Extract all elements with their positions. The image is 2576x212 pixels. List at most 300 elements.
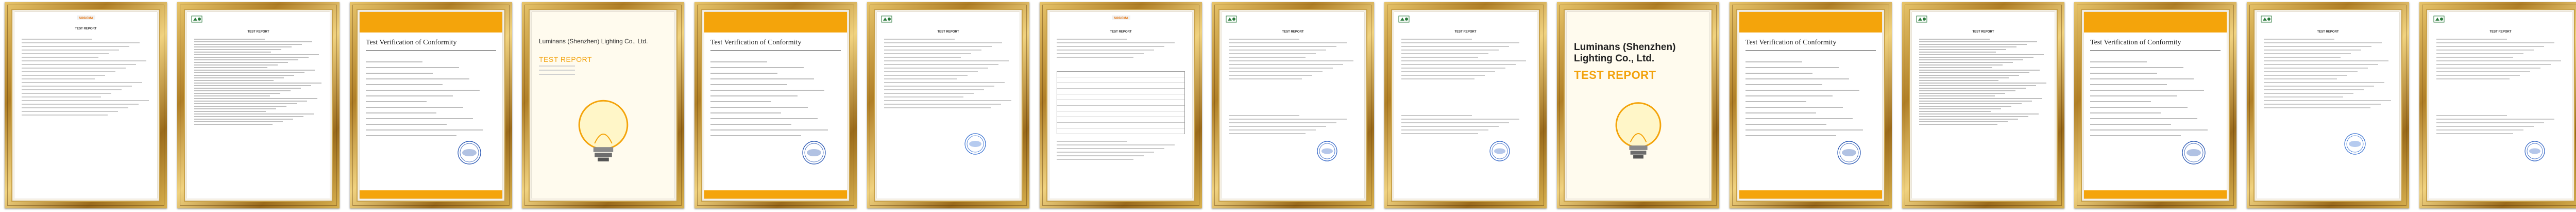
text-line <box>2436 78 2510 79</box>
certificate-frame[interactable] <box>1902 2 2064 208</box>
certificate-frame[interactable] <box>2419 2 2576 208</box>
text-line <box>1919 88 2026 89</box>
document-title: Test Verification of Conformity <box>366 39 457 46</box>
text-line <box>2264 71 2358 72</box>
text-line <box>884 53 971 54</box>
text-line <box>710 90 824 91</box>
text-line <box>2090 107 2188 108</box>
text-line <box>2264 86 2374 87</box>
data-table <box>1057 71 1185 134</box>
seal-stamp-icon <box>964 133 986 155</box>
text-line <box>884 78 957 79</box>
text-line <box>1919 64 2003 66</box>
certificate-frame[interactable] <box>5 2 167 208</box>
certificate-page <box>1049 12 1192 199</box>
text-line <box>2090 61 2147 62</box>
seal-stamp-icon <box>2182 141 2206 165</box>
text-line <box>1919 90 2015 91</box>
body-text-lines <box>2436 115 2565 137</box>
text-line <box>22 75 105 76</box>
text-line <box>1057 46 1164 47</box>
certificate-frame[interactable] <box>1212 2 1374 208</box>
text-line <box>1919 52 1996 53</box>
text-line <box>2264 60 2388 61</box>
text-line <box>1745 124 1826 125</box>
text-line <box>1919 121 2008 122</box>
accreditation-badge-icon <box>1398 15 1410 23</box>
text-line <box>194 46 292 47</box>
subtitle-rule <box>366 50 496 51</box>
frame-mat <box>701 9 850 202</box>
sgs-logo-icon <box>1112 14 1130 21</box>
seal-stamp-icon <box>1837 141 1861 165</box>
test-report-heading: TEST REPORT <box>539 55 592 63</box>
body-text-lines <box>22 39 150 118</box>
text-line <box>2264 64 2378 65</box>
text-line <box>1401 68 1505 69</box>
seal-stamp-icon <box>1489 141 1510 161</box>
text-line <box>194 70 315 71</box>
body-text-lines <box>1919 39 2047 126</box>
certificate-page <box>1739 12 1882 199</box>
certificate-frame[interactable] <box>350 2 512 208</box>
company-name: Luminans (Shenzhen) Lighting Co., Ltd. <box>539 38 648 45</box>
text-line <box>884 107 991 108</box>
text-line <box>2264 75 2347 76</box>
text-line <box>884 46 992 47</box>
text-line <box>2090 101 2151 102</box>
text-line <box>1229 133 1306 134</box>
certificate-page <box>1394 12 1537 199</box>
text-line <box>884 57 961 58</box>
text-line <box>1919 46 2016 47</box>
subtitle-rule <box>1745 50 1876 51</box>
text-line <box>710 129 828 131</box>
certificate-page <box>2257 12 2399 199</box>
text-line <box>2436 53 2523 54</box>
seal-stamp-icon <box>457 141 481 165</box>
text-line <box>884 64 998 65</box>
text-line <box>194 90 291 91</box>
text-line <box>1745 135 1836 136</box>
text-line <box>194 83 321 84</box>
text-line <box>2436 71 2530 72</box>
text-line <box>1401 75 1485 76</box>
table-row <box>1057 117 1184 123</box>
text-line <box>1745 118 1853 119</box>
text-line <box>884 39 955 40</box>
text-line <box>366 135 456 136</box>
seal-stamp-icon <box>802 141 826 165</box>
sgs-logo-icon <box>77 14 95 21</box>
text-line <box>22 100 149 101</box>
text-line <box>1401 39 1472 40</box>
subtitle-rule <box>710 50 841 51</box>
body-text-lines <box>1229 39 1357 82</box>
yellow-header-bar <box>1739 12 1882 32</box>
text-line <box>194 101 307 102</box>
document-title: TEST REPORT <box>1282 30 1304 34</box>
text-line <box>1401 50 1499 51</box>
text-line <box>1919 49 2006 50</box>
light-bulb-icon <box>1610 100 1667 171</box>
text-line <box>194 121 283 122</box>
text-line <box>884 82 1005 83</box>
text-line <box>539 74 575 75</box>
seal-stamp-icon <box>2524 141 2545 161</box>
text-line <box>710 84 787 85</box>
text-line <box>2264 53 2351 54</box>
certificate-page <box>704 12 847 199</box>
certificate-frame[interactable] <box>1040 2 1202 208</box>
text-line <box>2436 129 2523 131</box>
text-line <box>884 89 984 90</box>
text-line <box>2264 50 2361 51</box>
body-text-lines <box>1057 141 1185 162</box>
certificate-page <box>532 12 674 199</box>
text-line <box>1057 152 1154 153</box>
text-line <box>884 104 1001 105</box>
text-line <box>710 67 804 68</box>
text-line <box>1401 46 1509 47</box>
text-line <box>1401 129 1488 131</box>
text-line <box>1919 95 1995 96</box>
body-text-lines <box>710 61 837 141</box>
certificate-page <box>14 12 157 199</box>
text-line <box>2090 112 2161 113</box>
text-line <box>884 100 1011 101</box>
text-line <box>194 59 298 60</box>
text-line <box>710 112 781 113</box>
certificate-page <box>1222 12 1364 199</box>
text-line <box>194 62 288 63</box>
text-line <box>1229 42 1347 43</box>
text-line <box>2264 100 2391 101</box>
table-row <box>1057 72 1184 77</box>
text-line <box>1229 50 1326 51</box>
document-title: Test Verification of Conformity <box>2090 39 2181 46</box>
text-line <box>1229 129 1316 131</box>
text-line <box>2436 75 2520 76</box>
subtitle-rule <box>2090 50 2221 51</box>
text-line <box>1919 41 2037 42</box>
text-line <box>2090 73 2157 74</box>
text-line <box>710 124 791 125</box>
text-line <box>22 96 101 97</box>
brand-label: SGS/CMA <box>1113 17 1128 20</box>
text-line <box>1919 62 2013 63</box>
text-line <box>2264 107 2370 108</box>
text-line <box>2264 96 2343 97</box>
text-line <box>1919 83 2046 84</box>
text-line <box>194 80 274 81</box>
text-line <box>1745 90 1859 91</box>
text-line <box>194 108 276 109</box>
text-line <box>2090 118 2197 119</box>
text-line <box>2264 39 2334 40</box>
text-line <box>2436 126 2534 127</box>
text-line <box>194 54 319 55</box>
text-line <box>2436 119 2554 120</box>
text-line <box>1057 141 1127 142</box>
text-line <box>1745 78 1849 79</box>
body-text-lines <box>1401 39 1530 82</box>
body-text-lines <box>194 39 323 126</box>
text-line <box>1919 39 1990 40</box>
text-line <box>884 93 974 94</box>
text-line <box>1745 112 1816 113</box>
text-line <box>1057 155 1144 156</box>
accreditation-badge-icon <box>191 15 202 23</box>
text-line <box>1057 53 1144 54</box>
text-line <box>194 39 265 40</box>
text-line <box>1745 73 1812 74</box>
text-line <box>1057 50 1154 51</box>
text-line <box>366 78 469 79</box>
table-row <box>1057 111 1184 117</box>
text-line <box>1919 67 1992 68</box>
text-line <box>1401 60 1526 61</box>
table-row <box>1057 106 1184 111</box>
accreditation-badge-icon <box>1916 15 1927 23</box>
seal-stamp-icon <box>2344 133 2366 155</box>
text-line <box>1057 159 1133 160</box>
yellow-footer-bar <box>704 190 847 199</box>
text-line <box>2090 78 2194 79</box>
body-text-lines <box>2090 61 2216 141</box>
text-line <box>710 73 777 74</box>
text-line <box>884 50 981 51</box>
text-line <box>194 113 314 115</box>
text-line <box>194 52 271 53</box>
text-line <box>1401 57 1478 58</box>
body-text-lines <box>2436 39 2565 82</box>
text-line <box>1229 122 1336 123</box>
certificate-page <box>2084 12 2227 199</box>
text-line <box>1401 42 1519 43</box>
text-line <box>1229 115 1299 116</box>
text-line <box>2264 68 2368 69</box>
text-line <box>22 46 129 47</box>
text-line <box>2264 46 2371 47</box>
text-line <box>1745 61 1802 62</box>
frame-mat <box>2426 9 2575 202</box>
frame-mat <box>2253 9 2402 202</box>
text-line <box>1919 106 2011 107</box>
text-line <box>2090 90 2204 91</box>
text-line <box>1919 85 2036 86</box>
certificate-frame[interactable] <box>1384 2 1547 208</box>
text-line <box>1919 101 2032 102</box>
text-line <box>1745 129 1863 131</box>
text-line <box>2264 57 2341 58</box>
company-name: Luminans (Shenzhen) Lighting Co., Ltd. <box>1574 42 1676 64</box>
certificate-frame[interactable] <box>1730 2 1892 208</box>
frame-mat <box>874 9 1023 202</box>
text-line <box>1057 42 1175 43</box>
body-text-lines <box>1745 61 1872 141</box>
text-line <box>2090 95 2177 96</box>
text-line <box>1919 124 1997 125</box>
body-text-lines <box>1401 115 1530 137</box>
certificate-page <box>1567 12 1709 199</box>
accreditation-badge-icon <box>1226 15 1237 23</box>
text-line <box>2436 39 2507 40</box>
text-line <box>2436 46 2544 47</box>
brand-label: SGS/CMA <box>78 17 93 20</box>
text-line <box>1919 57 2033 58</box>
text-line <box>22 53 109 54</box>
text-line <box>194 75 294 76</box>
document-title: Test Verification of Conformity <box>710 39 802 46</box>
text-line <box>1401 64 1516 65</box>
frame-mat <box>1218 9 1367 202</box>
text-line <box>1229 119 1347 120</box>
text-line <box>1229 46 1336 47</box>
accreditation-badge-icon <box>2261 15 2272 23</box>
text-line <box>1919 119 2018 120</box>
text-line <box>1919 113 2039 115</box>
document-title: TEST REPORT <box>2489 30 2512 34</box>
certificate-page <box>360 12 502 199</box>
document-title: TEST REPORT <box>75 27 97 30</box>
text-line <box>366 67 459 68</box>
text-line <box>1401 119 1519 120</box>
text-line <box>194 72 304 73</box>
certificate-frame[interactable] <box>177 2 340 208</box>
frame-mat <box>1909 9 2058 202</box>
text-line <box>884 75 968 76</box>
text-line <box>194 57 309 58</box>
text-line <box>2436 133 2513 134</box>
text-line <box>194 106 286 107</box>
text-line <box>1057 148 1164 149</box>
text-line <box>710 135 801 136</box>
text-line <box>1229 75 1312 76</box>
text-line <box>884 42 1002 43</box>
text-line <box>22 86 132 87</box>
text-line <box>2090 124 2171 125</box>
text-line <box>2436 50 2534 51</box>
certificate-frame[interactable] <box>522 2 684 208</box>
text-line <box>194 88 301 89</box>
text-line <box>1745 101 1806 102</box>
text-line <box>1745 67 1839 68</box>
text-line <box>366 101 427 102</box>
table-row <box>1057 123 1184 128</box>
meta-lines <box>539 66 575 78</box>
text-line <box>710 107 808 108</box>
text-line <box>1919 72 2029 73</box>
text-line <box>539 70 575 71</box>
text-line <box>194 98 317 99</box>
certificate-frame[interactable] <box>694 2 857 208</box>
text-line <box>2090 135 2181 136</box>
text-line <box>366 73 433 74</box>
text-line <box>884 68 988 69</box>
text-line <box>2264 104 2381 105</box>
text-line <box>194 116 303 117</box>
text-line <box>1229 68 1333 69</box>
frame-mat <box>11 9 160 202</box>
text-line <box>1401 78 1475 79</box>
text-line <box>1919 80 1998 81</box>
text-line <box>194 64 278 66</box>
text-line <box>1919 98 2042 99</box>
text-line <box>2436 122 2544 123</box>
text-line <box>22 115 108 116</box>
text-line <box>1919 44 2027 45</box>
document-title: TEST REPORT <box>247 30 269 34</box>
text-line <box>1057 39 1127 40</box>
text-line <box>2264 82 2384 83</box>
text-line <box>22 39 92 40</box>
light-bulb-icon <box>572 97 634 174</box>
table-row <box>1057 83 1184 89</box>
text-line <box>194 111 266 112</box>
text-line <box>1919 70 2040 71</box>
table-row <box>1057 89 1184 94</box>
text-line <box>2264 89 2364 90</box>
text-line <box>1229 64 1343 65</box>
text-line <box>22 64 136 65</box>
text-line <box>194 77 284 78</box>
text-line <box>2436 60 2561 61</box>
document-title: TEST REPORT <box>937 30 959 34</box>
text-line <box>22 89 122 90</box>
text-line <box>1057 57 1133 58</box>
text-line <box>2436 42 2554 43</box>
text-line <box>366 107 463 108</box>
table-row <box>1057 94 1184 100</box>
certificate-page <box>187 12 330 199</box>
text-line <box>1745 95 1833 96</box>
certificate-frame[interactable] <box>2247 2 2409 208</box>
text-line <box>1057 144 1175 145</box>
body-text-lines <box>366 61 492 141</box>
body-text-lines <box>1057 39 1185 60</box>
frame-mat <box>1391 9 1540 202</box>
certificate-page <box>2429 12 2572 199</box>
certificate-page <box>1912 12 2055 199</box>
frame-mat <box>184 9 333 202</box>
seal-stamp-icon <box>1317 141 1337 161</box>
text-line <box>1229 53 1316 54</box>
text-line <box>366 90 480 91</box>
text-line <box>194 103 297 104</box>
certificate-frame[interactable] <box>1557 2 1719 208</box>
text-line <box>1919 54 2044 55</box>
frame-mat <box>1564 9 1713 202</box>
text-line <box>22 107 128 108</box>
text-line <box>884 71 978 72</box>
text-line <box>22 60 146 61</box>
text-line <box>22 104 139 105</box>
yellow-footer-bar <box>360 190 502 199</box>
text-line <box>22 71 115 72</box>
yellow-header-bar <box>360 12 502 32</box>
text-line <box>194 44 302 45</box>
text-line <box>1919 116 2028 117</box>
text-line <box>1919 93 2005 94</box>
text-line <box>1745 107 1843 108</box>
certificate-frame[interactable] <box>867 2 1029 208</box>
text-line <box>884 60 1009 61</box>
text-line <box>710 118 818 119</box>
yellow-header-bar <box>704 12 847 32</box>
certificate-frame[interactable] <box>2074 2 2236 208</box>
document-title: Test Verification of Conformity <box>1745 39 1837 46</box>
